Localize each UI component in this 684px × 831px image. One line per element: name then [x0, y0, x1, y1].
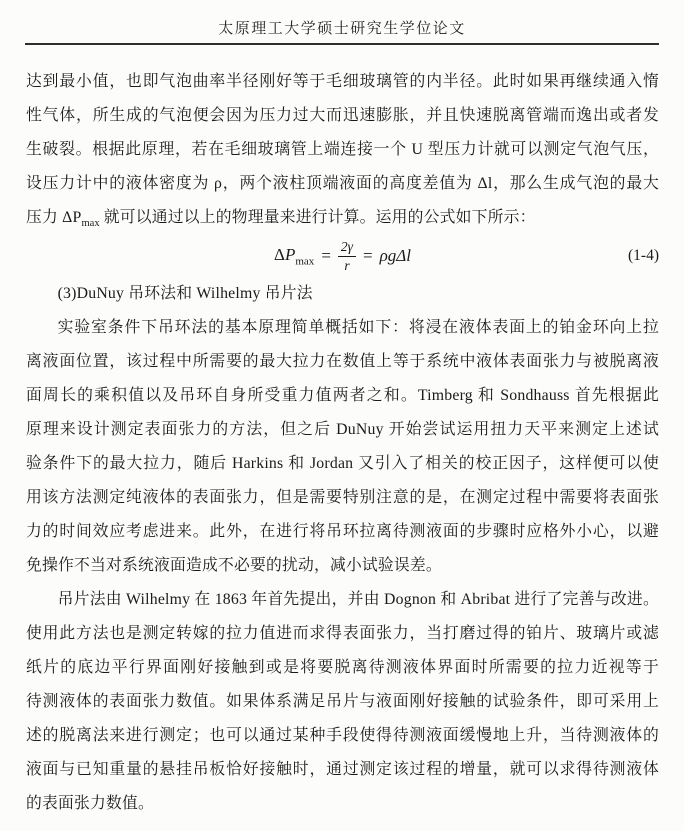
section-heading: (3)DuNuy 吊环法和 Wilhelmy 吊片法: [57, 285, 313, 302]
pressure-symbol: P: [284, 244, 296, 264]
text-line: 验条件下的最大拉力，随后 Harkins 和 Jordan 又引入了相关的校正因子，这样便可以使: [26, 455, 659, 472]
text-segment: 压力 ΔP: [26, 209, 82, 226]
equation-1-4: [274, 235, 411, 277]
body-text: [0, 45, 684, 821]
text-line: 述的脱离法来进行测定；也可以通过某种手段使得待测液面缓慢地上升，当待测液体的: [26, 727, 659, 744]
delta-symbol: Δ: [274, 244, 285, 264]
fraction-denominator: r: [344, 257, 350, 273]
text-line: 使用此方法也是测定转嫁的拉力值进而求得表面张力，当打磨过得的铂片、玻璃片或滤: [26, 625, 659, 642]
fraction: [338, 239, 356, 273]
text-line: 免操作不当对系统液面造成不必要的扰动，减小试验误差。: [26, 557, 442, 574]
text-line: 生破裂。根据此原理，若在毛细玻璃管上端连接一个 U 型压力计就可以测定气泡气压，: [26, 141, 659, 158]
page-header-title: 太原理工大学硕士研究生学位论文: [218, 21, 466, 37]
text-line: 离液面位置，该过程中所需要的最大拉力在数值上等于系统中液体表面张力与被脱离液: [26, 353, 659, 370]
text-line: 吊片法由 Wilhelmy 在 1863 年首先提出，并由 Dognon 和 Abribat 进行了完善与改进。: [57, 591, 659, 608]
text-line: 用该方法测定纯液体的表面张力，但是需要特别注意的是，在测定过程中需要将表面张: [26, 489, 659, 506]
text-line: 的表面张力数值。: [26, 795, 154, 812]
equals-sign: =: [321, 246, 331, 265]
text-line: 达到最小值，也即气泡曲率半径刚好等于毛细玻璃管的内半径。此时如果再继续通入惰: [26, 73, 659, 90]
text-line: 待测液体的表面张力数值。如果体系满足吊片与液面刚好接触的试验条件，即可采用上: [26, 693, 659, 710]
paragraph-1: [26, 65, 659, 235]
equation-block: [26, 235, 659, 277]
text-line: 液面与已知重量的悬挂吊板恰好接触时，通过测定该过程的增量，就可以求得待测液体: [26, 761, 659, 778]
paragraph-3: [26, 583, 659, 821]
page-header: [0, 0, 684, 38]
equation-lhs: [274, 245, 314, 267]
text-line: 性气体，所生成的气泡便会因为压力过大而迅速膨胀，并且快速脱离管端而逸出或者发: [26, 107, 659, 124]
text-segment: 就可以通过以上的物理量来进行计算。运用的公式如下所示：: [99, 209, 536, 226]
paragraph-2: [26, 311, 659, 583]
text-line: 纸片的底边平行界面刚好接触到或是将要脱离待测液体界面时所需要的拉力近视等于: [26, 659, 659, 676]
text-line: 面周长的乘积值以及吊环自身所受重力值两者之和。Timberg 和 Sondhauss 首先根据此: [26, 387, 659, 404]
text-line: 原理来设计测定表面张力的方法，但之后 DuNuy 开始尝试运用扭力天平来测定上述试: [26, 421, 659, 438]
fraction-numerator: 2γ: [338, 239, 356, 257]
text-line: 力的时间效应考虑进来。此外，在进行将吊环拉离待测液面的步骤时应格外小心，以避: [26, 523, 659, 540]
text-line: [26, 201, 659, 235]
text-line: 设压力计中的液体密度为 ρ，两个液柱顶端液面的高度差值为 Δl，那么生成气泡的最大: [26, 175, 659, 192]
equals-sign: =: [362, 246, 373, 265]
subscript-max: max: [81, 218, 100, 230]
text-line: 实验室条件下吊环法的基本原理简单概括如下：将浸在液体表面上的铂金环向上拉: [57, 319, 659, 336]
equation-number: (1-4): [628, 247, 659, 264]
equation-rhs: ρgΔl: [379, 246, 411, 265]
subscript-max: max: [295, 255, 315, 268]
